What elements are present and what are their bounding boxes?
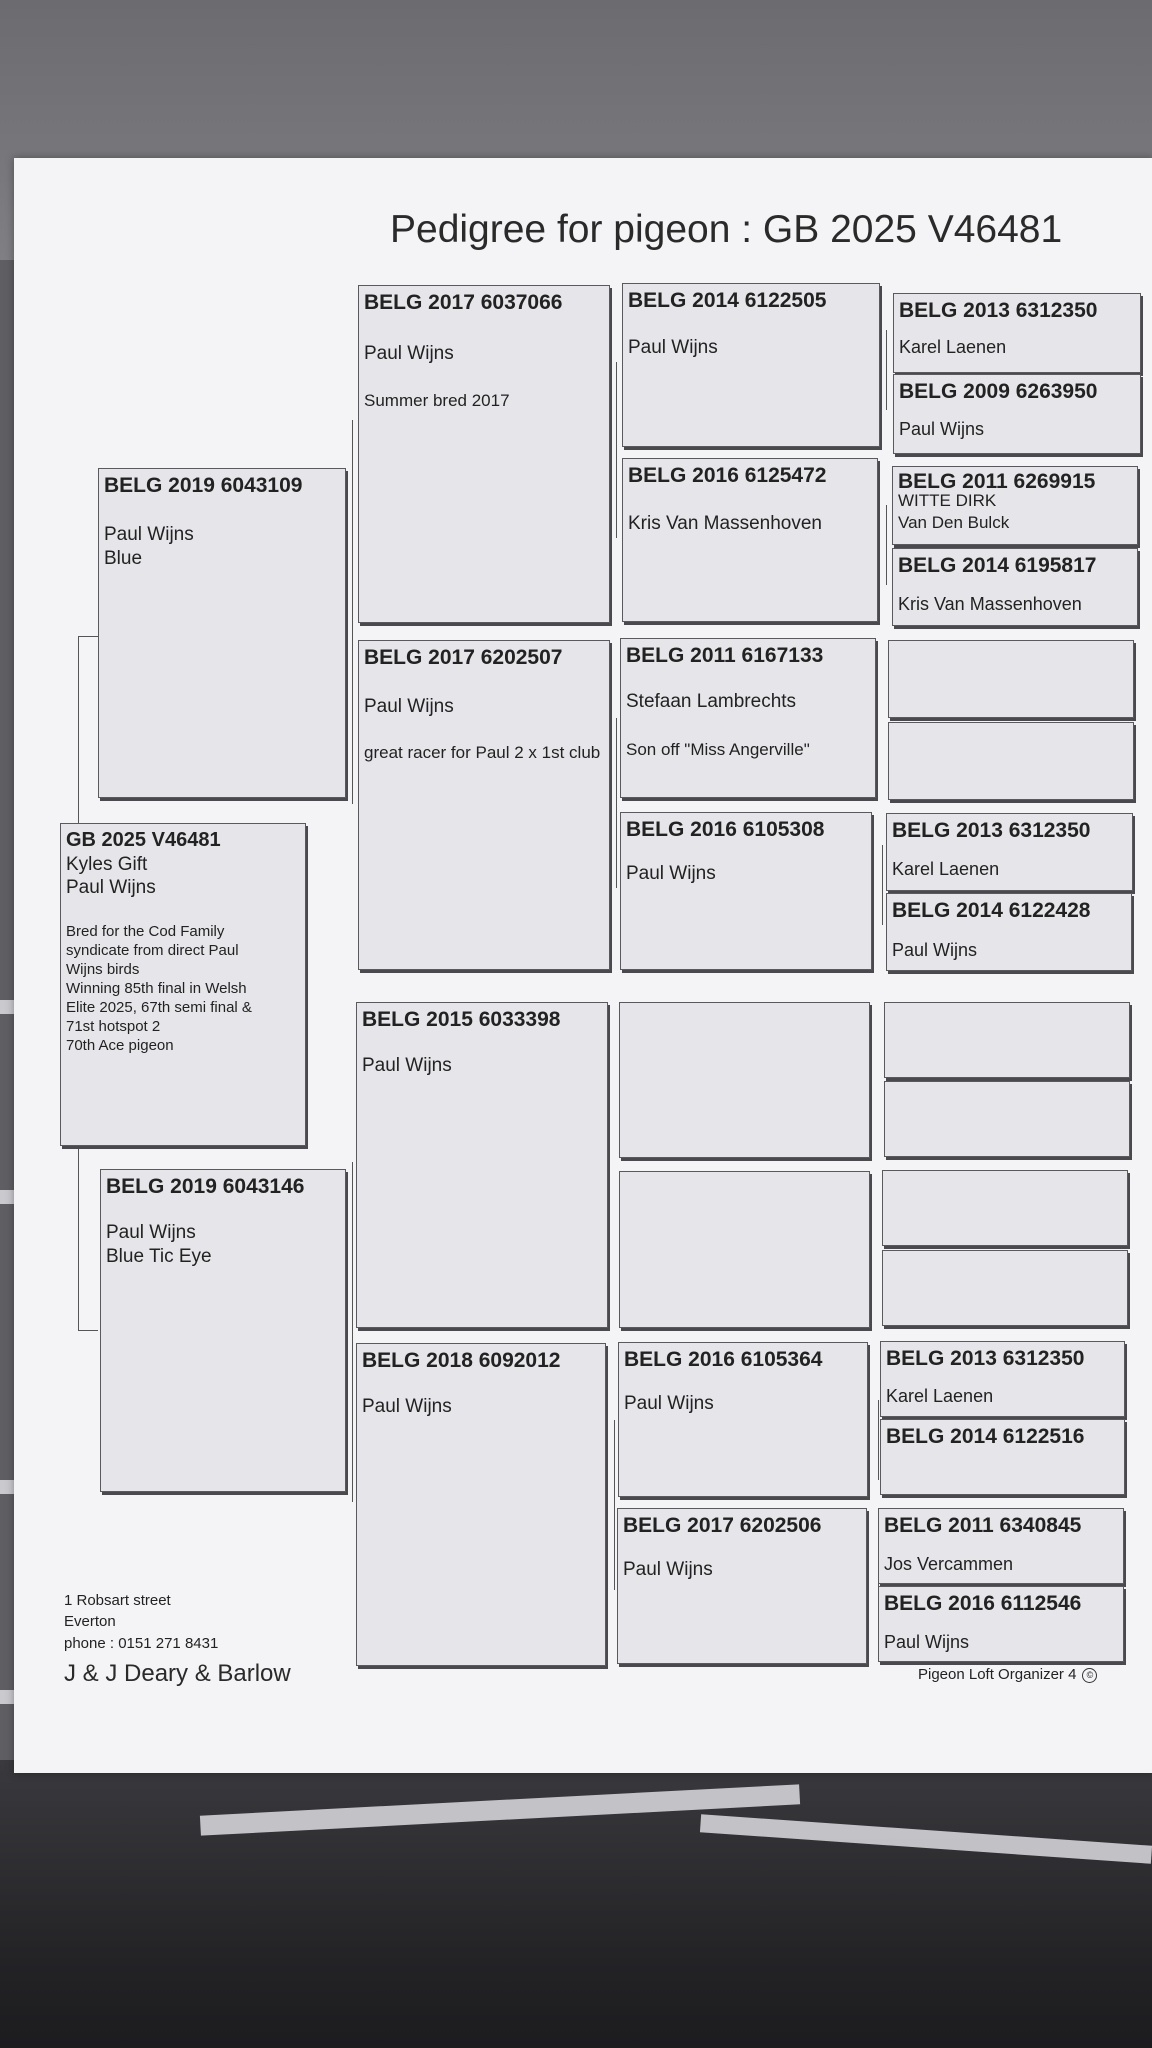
- connector: [352, 1162, 353, 1502]
- subject-name: Kyles Gift: [66, 854, 148, 875]
- breeder: Kris Van Massenhoven: [628, 513, 822, 534]
- note: great racer for Paul 2 x 1st club: [364, 743, 601, 762]
- great-grandparent-card[interactable]: [622, 458, 878, 622]
- sire-card[interactable]: [98, 468, 346, 798]
- ring-number: BELG 2016 6112546: [884, 1592, 1082, 1615]
- note-line: 71st hotspot 2: [66, 1018, 161, 1035]
- ring-number: BELG 2016 6105364: [624, 1348, 823, 1371]
- software-footer: [918, 1666, 1097, 1683]
- great-grandparent-card-empty[interactable]: [619, 1002, 870, 1158]
- connector: [616, 718, 617, 888]
- breeder: Van Den Bulck: [898, 513, 1010, 532]
- connector: [616, 362, 617, 538]
- breeder: Paul Wijns: [626, 863, 716, 884]
- breeder: Paul Wijns: [362, 1055, 452, 1076]
- ring-number: BELG 2014 6122516: [886, 1425, 1085, 1448]
- connector: [878, 1400, 879, 1480]
- grandparent-card[interactable]: [358, 285, 610, 623]
- grandparent-card[interactable]: [356, 1343, 606, 1666]
- note-line: syndicate from direct Paul: [66, 942, 239, 959]
- breeder: Karel Laenen: [899, 337, 1007, 357]
- copyright-icon: ©: [1082, 1668, 1097, 1683]
- great-grandparent-card[interactable]: [620, 638, 876, 798]
- owner-name: J & J Deary & Barlow: [64, 1660, 291, 1687]
- ring-number: BELG 2011 6269915: [898, 470, 1096, 493]
- ancestor-card[interactable]: [893, 293, 1141, 373]
- note-line: Winning 85th final in Welsh: [66, 980, 247, 997]
- ancestor-card-empty[interactable]: [882, 1170, 1128, 1246]
- ring-number: BELG 2018 6092012: [362, 1349, 561, 1372]
- pigeon-name: WITTE DIRK: [898, 491, 997, 510]
- ancestor-card-empty[interactable]: [884, 1002, 1130, 1078]
- ring-number: BELG 2013 6312350: [892, 819, 1091, 842]
- subject-notes: [66, 922, 252, 1055]
- breeder: Stefaan Lambrechts: [626, 691, 797, 712]
- connector: [886, 505, 887, 585]
- address-phone: phone : 0151 271 8431: [64, 1635, 219, 1652]
- breeder: Karel Laenen: [892, 859, 1000, 879]
- breeder: Paul Wijns: [884, 1632, 970, 1652]
- ring-number: BELG 2011 6340845: [884, 1514, 1082, 1537]
- dam-breeder: Paul Wijns: [106, 1222, 196, 1243]
- great-grandparent-card[interactable]: [622, 283, 880, 447]
- great-grandparent-card[interactable]: [618, 1342, 868, 1497]
- ring-number: BELG 2011 6167133: [626, 644, 824, 667]
- dam-color: Blue Tic Eye: [106, 1246, 212, 1267]
- breeder: Karel Laenen: [886, 1386, 994, 1406]
- address-street: 1 Robsart street: [64, 1592, 171, 1609]
- ring-number: BELG 2017 6202507: [364, 646, 563, 669]
- ring-number: BELG 2016 6105308: [626, 818, 825, 841]
- dam-card[interactable]: [100, 1169, 346, 1492]
- ring-number: BELG 2017 6202506: [623, 1514, 822, 1537]
- ancestor-card[interactable]: [892, 548, 1138, 626]
- ancestor-card[interactable]: [880, 1341, 1125, 1417]
- ancestor-card[interactable]: [892, 466, 1138, 545]
- ancestor-card[interactable]: [886, 893, 1132, 971]
- connector: [886, 330, 887, 410]
- note: Summer bred 2017: [364, 391, 510, 410]
- ancestor-card-empty[interactable]: [882, 1250, 1128, 1326]
- ancestor-card-empty[interactable]: [888, 640, 1134, 718]
- ancestor-card-empty[interactable]: [888, 722, 1134, 800]
- great-grandparent-card-empty[interactable]: [619, 1171, 870, 1328]
- ring-number: BELG 2009 6263950: [899, 380, 1098, 403]
- ring-number: BELG 2016 6125472: [628, 464, 827, 487]
- ancestor-card[interactable]: [880, 1419, 1125, 1495]
- breeder: Kris Van Massenhoven: [898, 594, 1082, 614]
- note-line: 70th Ace pigeon: [66, 1037, 174, 1054]
- ring-number: BELG 2014 6195817: [898, 554, 1097, 577]
- ring-number: BELG 2014 6122505: [628, 289, 827, 312]
- ring-number: BELG 2013 6312350: [899, 299, 1098, 322]
- grandparent-card[interactable]: [356, 1002, 608, 1328]
- breeder: Paul Wijns: [892, 940, 978, 960]
- connector: [78, 636, 98, 637]
- breeder: Paul Wijns: [362, 1396, 452, 1417]
- sire-ring-number: BELG 2019 6043109: [104, 474, 303, 497]
- address-town: Everton: [64, 1613, 116, 1630]
- ancestor-card-empty[interactable]: [884, 1081, 1130, 1157]
- subject-breeder: Paul Wijns: [66, 877, 156, 898]
- great-grandparent-card[interactable]: [620, 812, 872, 970]
- subject-pigeon-card[interactable]: [60, 823, 306, 1146]
- ancestor-card[interactable]: [886, 813, 1133, 891]
- breeder: Paul Wijns: [364, 696, 454, 717]
- ancestor-card[interactable]: [878, 1586, 1124, 1662]
- ring-number: BELG 2015 6033398: [362, 1008, 561, 1031]
- ancestor-card[interactable]: [878, 1508, 1124, 1584]
- breeder: Paul Wijns: [364, 343, 454, 364]
- dam-ring-number: BELG 2019 6043146: [106, 1175, 305, 1198]
- breeder: Paul Wijns: [899, 419, 985, 439]
- ring-number: BELG 2017 6037066: [364, 291, 563, 314]
- ancestor-card[interactable]: [893, 374, 1141, 454]
- breeder: Jos Vercammen: [884, 1554, 1014, 1574]
- subject-ring-number: GB 2025 V46481: [66, 829, 221, 851]
- page-title: Pedigree for pigeon : GB 2025 V46481: [390, 208, 1063, 251]
- breeder: Paul Wijns: [624, 1393, 714, 1414]
- note-line: Wijns birds: [66, 961, 140, 978]
- great-grandparent-card[interactable]: [617, 1508, 867, 1664]
- breeder: Paul Wijns: [623, 1559, 713, 1580]
- sire-breeder: Paul Wijns: [104, 524, 194, 545]
- connector: [882, 845, 883, 925]
- connector: [78, 1330, 98, 1331]
- ring-number: BELG 2014 6122428: [892, 899, 1091, 922]
- note-line: Bred for the Cod Family: [66, 923, 225, 940]
- connector: [614, 1420, 615, 1590]
- ring-number: BELG 2013 6312350: [886, 1347, 1085, 1370]
- grandparent-card[interactable]: [358, 640, 610, 970]
- note: Son off "Miss Angerville": [626, 740, 810, 759]
- sire-color: Blue: [104, 548, 143, 569]
- breeder: Paul Wijns: [628, 337, 718, 358]
- footer-text: Pigeon Loft Organizer 4: [918, 1666, 1077, 1683]
- connector: [352, 420, 353, 804]
- note-line: Elite 2025, 67th semi final &: [66, 999, 252, 1016]
